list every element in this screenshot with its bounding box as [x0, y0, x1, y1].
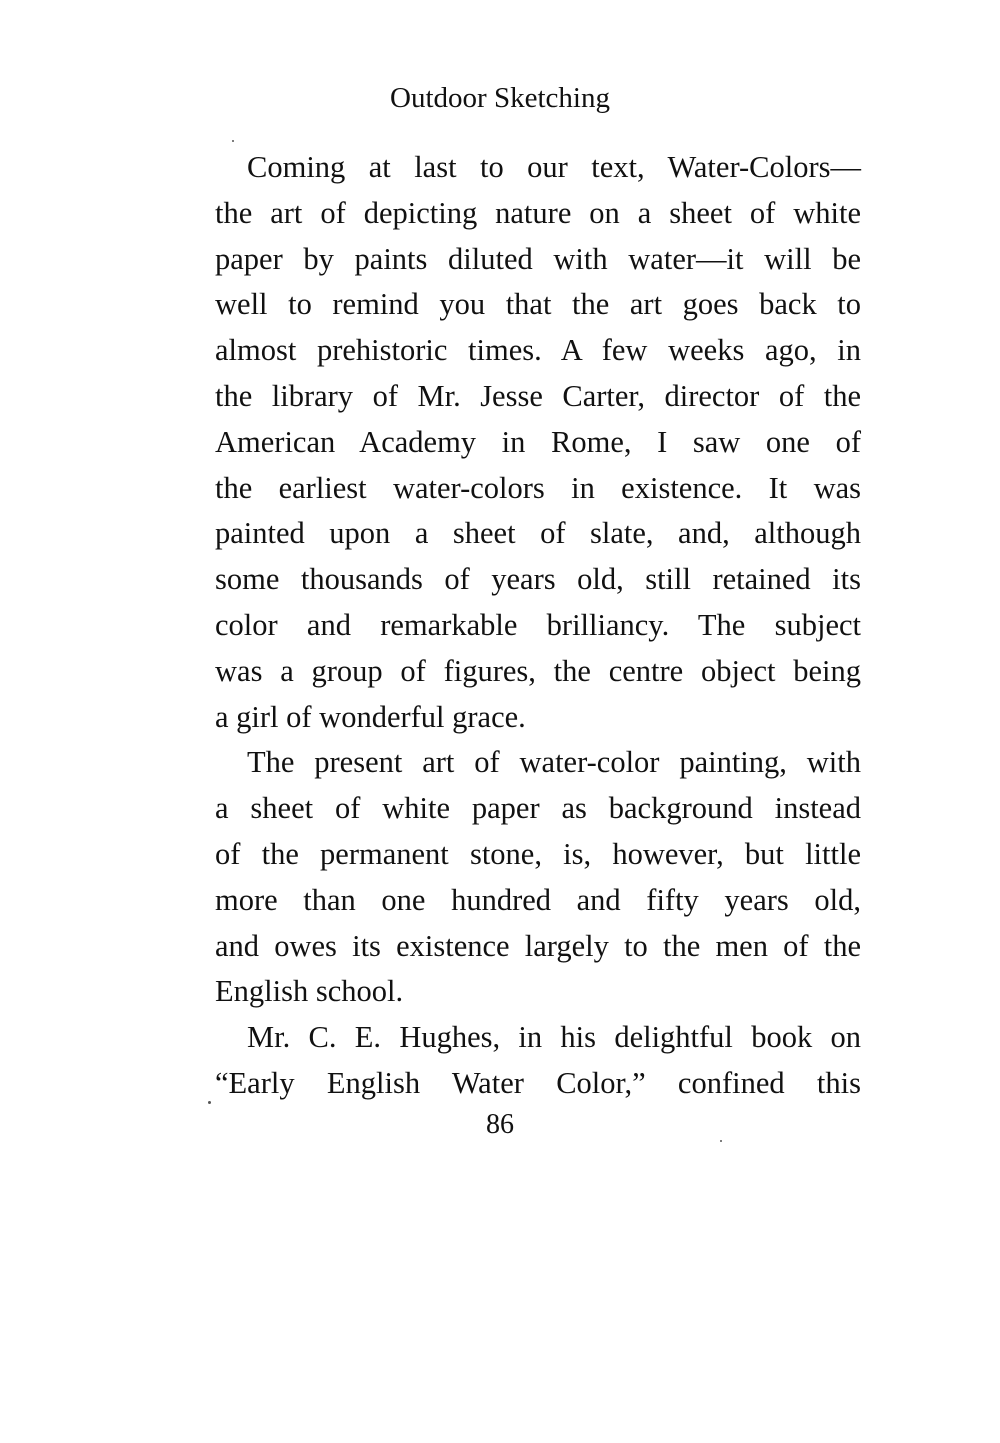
- scan-speck: [720, 1140, 722, 1142]
- text-line: the earliest water-colors in existence. It was: [215, 470, 861, 505]
- paragraph-1: [215, 145, 861, 740]
- text-line: was a group of figures, the centre object being: [215, 653, 861, 688]
- text-line: American Academy in Rome, I saw one of: [215, 424, 861, 459]
- text-line: some thousands of years old, still retained its: [215, 562, 861, 597]
- body-text: [215, 145, 861, 1107]
- running-head-title: Outdoor Sketching: [390, 82, 610, 114]
- paragraph-2: [215, 740, 861, 1015]
- text-line: color and remarkable brilliancy. The subject: [215, 607, 861, 642]
- scan-speck: [208, 1101, 211, 1104]
- text-line: Mr. C. E. Hughes, in his delightful book on: [247, 1020, 861, 1055]
- text-line: almost prehistoric times. A few weeks ago, in: [215, 333, 861, 368]
- scan-speck: [232, 140, 234, 142]
- text-line: “Early English Water Color,” confined this: [215, 1065, 861, 1100]
- text-line: and owes its existence largely to the men of the: [215, 928, 861, 963]
- text-line: a sheet of white paper as background instead: [215, 791, 861, 826]
- text-line: a girl of wonderful grace.: [215, 699, 526, 734]
- text-line: more than one hundred and fifty years old,: [215, 882, 861, 917]
- text-line: the art of depicting nature on a sheet of white: [215, 195, 861, 230]
- text-line: Coming at last to our text, Water-Colors—: [247, 150, 861, 184]
- text-line: the library of Mr. Jesse Carter, director of the: [215, 378, 861, 413]
- text-line: of the permanent stone, is, however, but little: [215, 836, 861, 871]
- text-line: well to remind you that the art goes back to: [215, 287, 861, 322]
- text-line: The present art of water-color painting, with: [247, 745, 861, 780]
- paragraph-3: [215, 1015, 861, 1107]
- text-line: English school.: [215, 974, 404, 1009]
- text-line: painted upon a sheet of slate, and, although: [215, 516, 861, 551]
- text-line: paper by paints diluted with water—it will be: [215, 241, 861, 276]
- page-number: 86: [486, 1109, 514, 1140]
